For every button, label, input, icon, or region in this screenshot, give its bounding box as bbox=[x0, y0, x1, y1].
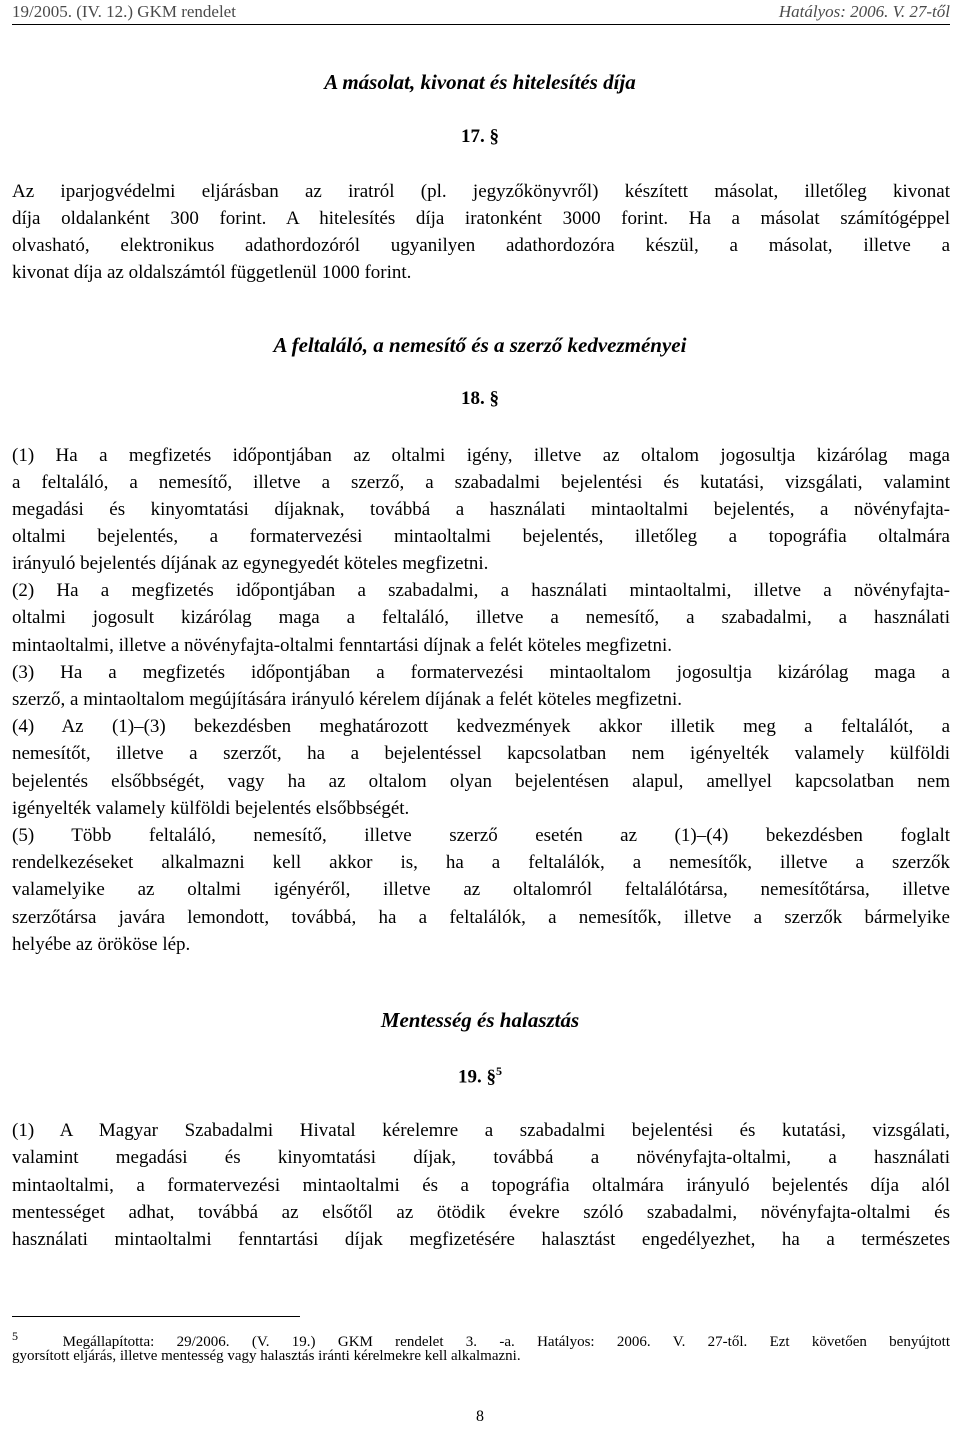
header-regulation-id: 19/2005. (IV. 12.) GKM rendelet bbox=[12, 2, 236, 21]
s18-line-2: a feltaláló, a nemesítő, illetve a szerző, a szabadalmi bejelentési és kutatási, vizsgálati, valamint bbox=[12, 472, 950, 493]
footnote-divider bbox=[12, 1316, 300, 1317]
s18-line-14: igényelték valamely külföldi bejelentés elsőbbségét. bbox=[12, 798, 410, 819]
section-17-number: 17. § bbox=[461, 126, 499, 147]
section-19-number: 19. §$^5$ bbox=[458, 1064, 502, 1088]
s18-line-12: nemesítőt, illetve a szerzőt, ha a bejelentéssel kapcsolatban nem igényelték valamely külföldi bbox=[12, 743, 950, 764]
s17-line-1: Az iparjogvédelmi eljárásban az iratról (pl. jegyzőkönyvről) készített másolat, illetőleg kivonat bbox=[12, 181, 950, 202]
page-number: 8 bbox=[476, 1408, 484, 1425]
s18-line-16: rendelkezéseket alkalmazni kell akkor is, ha a feltalálók, a nemesítők, illetve a szerzők bbox=[12, 852, 950, 873]
section-19-title: Mentesség és halasztás bbox=[380, 1008, 580, 1032]
s19-line-5: használati mintaoltalmi fenntartási díjak megfizetésére halasztást engedélyezhet, ha a természetes bbox=[12, 1229, 950, 1250]
s19-line-1: (1) A Magyar Szabadalmi Hivatal kérelemre a szabadalmi bejelentési és kutatási, vizsgálati, bbox=[12, 1120, 950, 1141]
footnote-reference: 5 bbox=[496, 1064, 502, 1078]
running-header bbox=[12, 2, 950, 25]
s18-line-4: oltalmi bejelentés, a formatervezési mintaoltalmi bejelentés, illetőleg a topográfia oltalmára bbox=[12, 526, 950, 547]
s18-line-17: valamelyike az oltalmi igényéről, illetve az oltalomról feltalálótársa, nemesítőtársa, illetve bbox=[12, 879, 950, 900]
section-17-title: A másolat, kivonat és hitelesítés díja bbox=[324, 70, 636, 94]
s18-line-1: (1) Ha a megfizetés időpontjában az oltalmi igény, illetve az oltalom jogosultja kizárólag maga bbox=[12, 445, 950, 466]
s18-line-9: (3) Ha a megfizetés időpontjában a formatervezési mintaoltalom jogosultja kizárólag maga a bbox=[12, 662, 950, 683]
footnote-line-2: gyorsított eljárás, illetve mentesség vagy halasztás iránti kérelmekre kell alkalmazni. bbox=[12, 1348, 521, 1364]
s17-line-4: kivonat díja az oldalszámtól függetlenül 1000 forint. bbox=[12, 262, 412, 283]
s19-line-3: mintaoltalmi, a formatervezési mintaoltalmi és a topográfia oltalmára irányuló bejelentés díja alól bbox=[12, 1175, 950, 1196]
s18-line-11: (4) Az (1)–(3) bekezdésben meghatározott kedvezmények akkor illetik meg a feltalálót, a bbox=[12, 716, 950, 737]
s18-line-18: szerzőtársa javára lemondott, továbbá, ha a feltalálók, a nemesítők, illetve a szerzők bármelyike bbox=[12, 907, 950, 928]
s18-line-7: oltalmi jogosult kizárólag maga a feltaláló, illetve a nemesítő, a szabadalmi, a használati bbox=[12, 607, 950, 628]
s18-line-5: irányuló bejelentés díjának az egynegyedét köteles megfizetni. bbox=[12, 553, 489, 574]
section-sign-icon: § bbox=[486, 1066, 496, 1088]
s18-line-13: bejelentés elsőbbségét, vagy ha az oltalom olyan bejelentésen alapul, amellyel kapcsolatban nem bbox=[12, 771, 950, 792]
footnote-mark: 5 bbox=[12, 1329, 18, 1343]
s18-line-3: megadási és kinyomtatási díjaknak, továbbá a használati mintaoltalmi bejelentés, a növényfajta- bbox=[12, 499, 950, 520]
header-effective-date: Hatályos: 2006. V. 27-től bbox=[778, 2, 950, 21]
s18-line-15: (5) Több feltaláló, nemesítő, illetve szerző esetén az (1)–(4) bekezdésben foglalt bbox=[12, 825, 950, 846]
section-18-title: A feltaláló, a nemesítő és a szerző kedvezményei bbox=[273, 333, 687, 357]
s18-line-19: helyébe az örököse lép. bbox=[12, 934, 191, 955]
s17-line-3: olvasható, elektronikus adathordozóról ugyanilyen adathordozóra készül, a másolat, illetve a bbox=[12, 235, 950, 256]
section-sign-icon: § bbox=[489, 126, 499, 147]
s18-line-6: (2) Ha a megfizetés időpontjában a szabadalmi, a használati mintaoltalmi, illetve a növényfajta- bbox=[12, 580, 950, 601]
section-sign-icon: § bbox=[489, 388, 499, 409]
s18-line-10: szerző, a mintaoltalom megújítására irányuló kérelem díjának a felét köteles megfizetni. bbox=[12, 689, 683, 710]
s18-line-8: mintaoltalmi, illetve a növényfajta-oltalmi fenntartási díjnak a felét köteles megfizetni. bbox=[12, 635, 673, 656]
s19-line-4: mentességet adhat, továbbá az elsőtől az ötödik évekre szóló szabadalmi, növényfajta-oltalmi és bbox=[12, 1202, 950, 1223]
section-18-number: 18. § bbox=[461, 388, 499, 409]
s19-line-2: valamint megadási és kinyomtatási díjak, továbbá a növényfajta-oltalmi, a használati bbox=[12, 1147, 950, 1168]
footnote-line-1: $^5$ Megállapította: 29/2006. (V. 19.) GKM rendelet 3. -a. Hatályos: 2006. V. 27-től. Ezt követően benyújtott bbox=[12, 1329, 950, 1350]
s17-line-2: díja oldalanként 300 forint. A hitelesítés díja iratonként 3000 forint. Ha a másolat számítógéppel bbox=[12, 208, 950, 229]
